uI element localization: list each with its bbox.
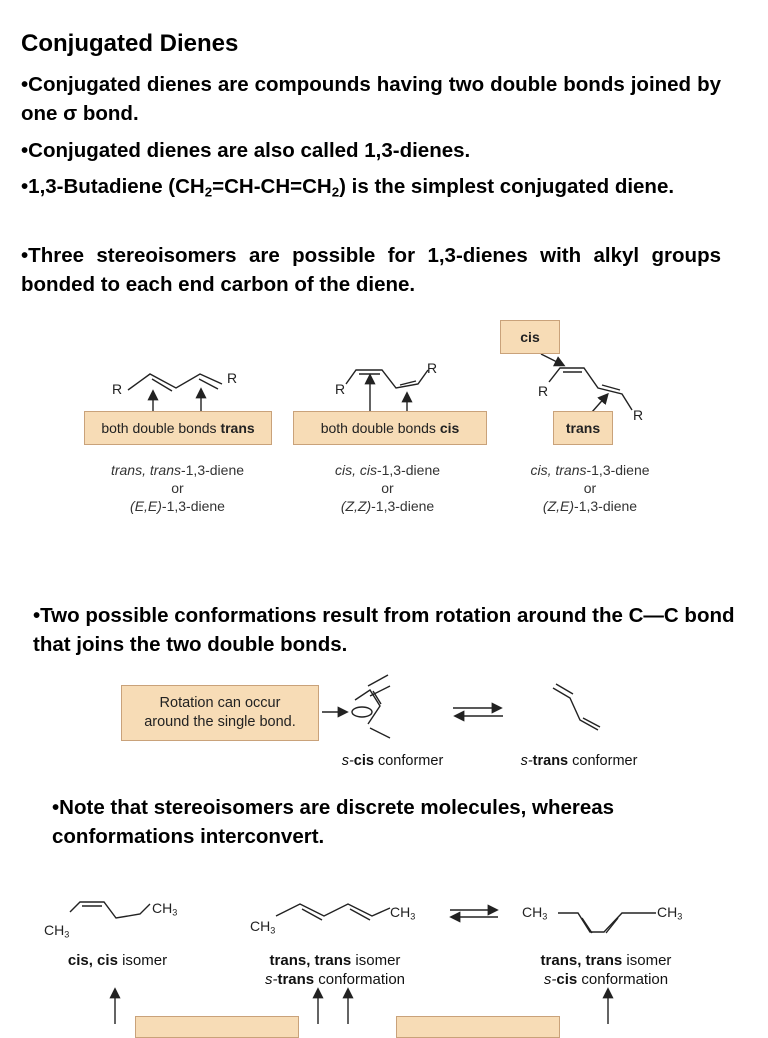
bullet-also-called: •Conjugated dienes are also called 1,3-dienes.	[21, 139, 471, 162]
label-trans-trans-s-cis: trans, trans isomer s-cis conformation	[540, 952, 672, 988]
box-both-cis: both double bonds cis	[293, 411, 487, 445]
s-cis-bottom-skeleton	[558, 913, 656, 932]
bottom-box-right	[396, 1016, 560, 1038]
bullet-stereoisomers: •Three stereoisomers are possible for 1,3-dienes with alkyl groups bonded to each end carbon of the diene.	[21, 244, 721, 296]
ch3-label: $CH_3$	[152, 900, 178, 918]
r-label: R	[427, 360, 438, 376]
page-title: Conjugated Dienes	[21, 30, 239, 57]
r-label: R	[538, 383, 549, 399]
label-s-cis: s-cis conformer	[341, 753, 444, 769]
caption-cis-trans: cis, trans-1,3-diene or (Z,E)-1,3-diene	[530, 462, 650, 514]
r-label: R	[227, 370, 238, 386]
label-cis-cis-isomer: cis, cis isomer	[67, 952, 168, 969]
ch3-label: $CH_3$	[522, 904, 548, 922]
caption-trans-trans: trans, trans-1,3-diene or (E,E)-1,3-diene	[110, 462, 245, 514]
cis-cis-diene-skeleton	[346, 370, 428, 388]
r-label: R	[335, 381, 346, 397]
cis-trans-diene-skeleton	[549, 368, 632, 410]
label-s-trans: s-trans conformer	[520, 753, 638, 769]
bottom-box-left	[135, 1016, 299, 1038]
bullet-note: •Note that stereoisomers are discrete molecules, whereas conformations interconvert.	[52, 796, 615, 848]
cis-cis-bottom-skeleton	[70, 902, 150, 918]
bullet-conformations: •Two possible conformations result from rotation around the C—C bond that joins the two double bonds.	[33, 604, 735, 656]
s-cis-skeleton	[355, 690, 380, 724]
trans-trans-bottom-skeleton	[276, 904, 390, 916]
label-trans-trans-s-trans: trans, trans isomer s-trans conformation	[264, 952, 406, 988]
box-trans: trans	[553, 411, 613, 445]
box-rotation: Rotation can occur around the single bond.	[121, 685, 319, 741]
box-cis: cis	[500, 320, 560, 354]
trans-trans-diene-skeleton	[128, 374, 222, 390]
box-both-trans: both double bonds trans	[84, 411, 272, 445]
ch3-label: $CH_3$	[250, 918, 276, 936]
ch3-label: $CH_3$	[657, 904, 683, 922]
rotation-arrow-icon	[352, 707, 372, 717]
caption-cis-cis: cis, cis-1,3-diene or (Z,Z)-1,3-diene	[334, 462, 441, 514]
s-trans-skeleton	[553, 688, 598, 730]
r-label: R	[633, 407, 644, 423]
ch3-label: $CH_3$	[390, 904, 416, 922]
bullet-butadiene: •1,3-Butadiene $(CH_2=CH-CH=CH_2)$ is the simplest conjugated diene.	[21, 175, 675, 200]
ch3-label: $CH_3$	[44, 922, 70, 940]
bullet-definition: •Conjugated dienes are compounds having two double bonds joined by one σ bond.	[21, 73, 721, 125]
r-label: R	[112, 381, 123, 397]
